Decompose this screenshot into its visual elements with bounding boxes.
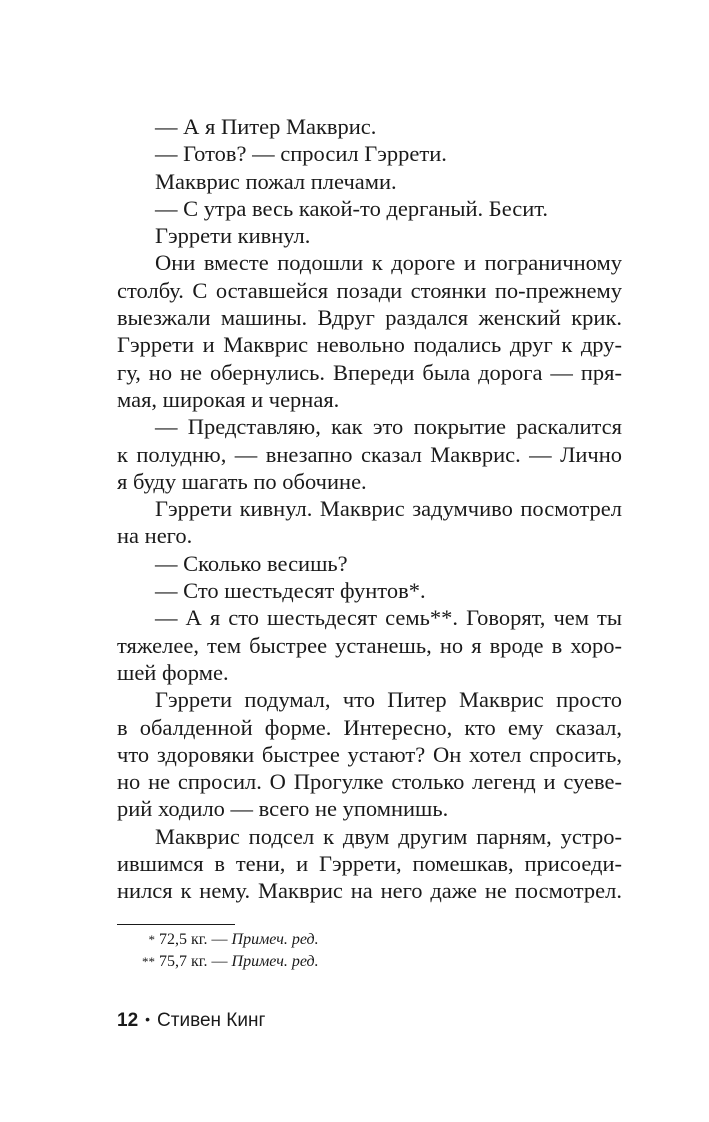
running-footer <box>117 1008 265 1034</box>
text-line: Гэррети кивнул. <box>155 223 311 249</box>
text-line: Гэррети кивнул. Макврис задумчиво посмотрел <box>155 496 622 522</box>
text-line: столбу. С оставшейся позади стоянки по-прежнему <box>117 277 622 303</box>
footnote-note: Примеч. ред. <box>231 931 319 948</box>
text-line: нился к нему. Макврис на него даже не посмотрел. <box>117 878 622 904</box>
text-line: в обалденной форме. Интересно, кто ему сказал, <box>117 714 622 740</box>
text-line: мая, широкая и черная. <box>117 386 340 412</box>
text-line: — А я сто шестьдесят семь**. Говорят, чем ты <box>155 605 622 631</box>
author-name: Стивен Кинг <box>157 1010 266 1031</box>
text-line: выезжали машины. Вдруг раздался женский крик. <box>117 305 622 331</box>
footnote <box>117 951 319 973</box>
text-line: Макврис подсел к двум другим парням, устро- <box>155 823 622 849</box>
text-line: — Сто шестьдесят фунтов*. <box>155 578 426 604</box>
text-line: — Сколько весишь? <box>155 550 348 576</box>
text-line: Гэррети и Макврис невольно подались друг к дру- <box>117 332 622 358</box>
text-line: гу, но не обернулись. Впереди была дорога — пря- <box>117 359 622 385</box>
text-line: — Готов? — спросил Гэррети. <box>155 141 447 167</box>
footnote-mark: * <box>148 932 155 947</box>
footnote-text: 75,7 кг. — <box>159 953 232 970</box>
text-line: я буду шагать по обочине. <box>117 468 367 494</box>
body-text <box>117 113 622 905</box>
text-line: — Представляю, как это покрытие раскалится <box>155 414 622 440</box>
text-line: ившимся в тени, и Гэррети, помешкав, присоеди- <box>117 851 622 877</box>
footnote-divider <box>117 924 235 925</box>
text-line: тяжелее, тем быстрее устанешь, но я вроде в хоро- <box>117 632 622 658</box>
text-line: шей форме. <box>117 659 229 685</box>
text-line: к полудню, — внезапно сказал Макврис. — Лично <box>117 441 622 467</box>
text-line: Гэррети подумал, что Питер Макврис просто <box>155 687 622 713</box>
footnote-note: Примеч. ред. <box>231 953 319 970</box>
page-number: 12 <box>117 1010 139 1031</box>
text-line: но не спросил. О Прогулке столько легенд и суеве- <box>117 769 622 795</box>
text-line: что здоровяки быстрее устают? Он хотел спросить, <box>117 741 622 767</box>
footnote-mark: ** <box>142 954 155 969</box>
footnotes <box>117 929 319 973</box>
footnote <box>117 929 319 951</box>
text-line: рий ходило — всего не упомнишь. <box>117 796 449 822</box>
text-line: Они вместе подошли к дороге и пограничному <box>155 250 622 276</box>
text-line: — А я Питер Макврис. <box>155 114 377 139</box>
footer-separator: • <box>145 1011 151 1027</box>
text-line: на него. <box>117 523 193 549</box>
text-line: Макврис пожал плечами. <box>155 168 397 194</box>
footnote-text: 72,5 кг. — <box>159 931 232 948</box>
text-line: — С утра весь какой-то дерганый. Бесит. <box>155 195 549 221</box>
